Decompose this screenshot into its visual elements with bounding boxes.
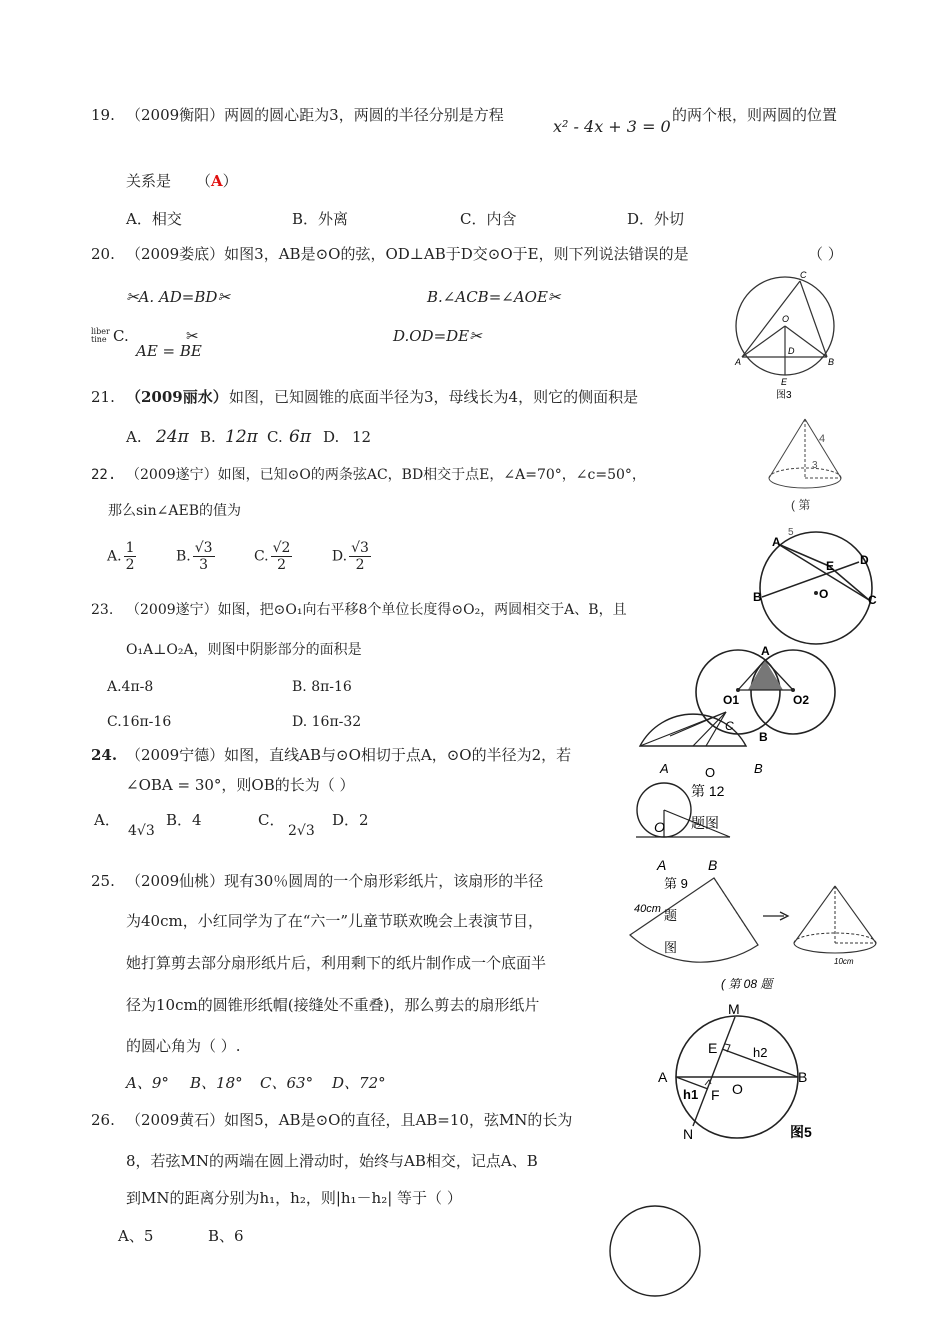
q21-option-c-value: 6π	[289, 427, 311, 447]
q25-option-d: D、72°	[332, 1074, 386, 1092]
q24-option-d: D．	[332, 811, 360, 829]
q22-line2: 那么sin∠AEB的值为	[108, 503, 242, 519]
figure-caption: ( 第 08 题	[721, 977, 773, 991]
label-a: A	[772, 535, 781, 549]
q25-line5: 的圆心角为（ ）.	[126, 1037, 241, 1055]
label-o-top: O	[705, 765, 716, 780]
q19-stem-end: 的两个根，则两圆的位置	[672, 106, 838, 124]
q25-line2: 为40cm，小红同学为了在“六一”儿童节联欢晚会上表演节目，	[126, 912, 544, 930]
side-caption-2: 题	[664, 908, 678, 923]
q26-line2: 8，若弦MN的两端在圆上滑动时，始终与AB相交，记点A、B	[126, 1152, 538, 1170]
answer-letter: A	[211, 172, 223, 190]
q19-option-b: B．外离	[292, 210, 349, 228]
caption-bottom: 题图	[691, 815, 719, 831]
q20-option-d: D.OD=DE✂	[393, 327, 482, 345]
q26-number: 26.	[91, 1111, 115, 1129]
q19-answer	[196, 174, 238, 189]
label-h2: h2	[753, 1045, 768, 1060]
q19-stem: （2009衡阳）两圆的圆心距为3，两圆的半径分别是方程	[126, 106, 504, 124]
q24-option-c: C．	[258, 811, 285, 829]
side-caption-3: 图	[664, 940, 678, 955]
label-b: B	[828, 357, 835, 367]
q20-artifact: liber tine	[91, 327, 110, 344]
q19-option-c: C．内含	[460, 210, 517, 228]
blank-circle	[605, 1202, 705, 1302]
q24-option-b: B．	[166, 811, 193, 829]
q21-option-a-value: 24π	[156, 427, 189, 447]
cone-figure	[765, 416, 855, 516]
label-e: E	[826, 559, 835, 573]
label-a: A	[658, 1069, 668, 1085]
label-o: O	[819, 587, 829, 601]
q26-line3: 到MN的距离分别为h₁，h₂，则|h₁－h₂| 等于（ ）	[126, 1189, 462, 1207]
q20-option-a: ✂A. AD=BD✂	[126, 288, 231, 306]
q23-stem: （2009遂宁）如图，把⊙O₁向右平移8个单位长度得⊙O₂，两圆相交于A、B，且	[126, 602, 627, 618]
label-b: B	[759, 730, 768, 744]
q21-number: 21.	[91, 388, 115, 406]
caption-top: 第 12	[691, 783, 725, 799]
q25-line3: 她打算剪去部分扇形纸片后，利用剩下的纸片制作成一个底面半	[126, 954, 547, 972]
scissors-icon: ✂	[186, 327, 199, 345]
q26-option-b: B、6	[208, 1227, 244, 1245]
figure-5-circle	[655, 1000, 825, 1145]
q22-number: 22.	[91, 467, 117, 483]
label-c: C	[800, 270, 807, 280]
q21-option-d: D.	[323, 428, 340, 446]
label-b: B	[753, 590, 762, 604]
q26-line1: （2009黄石）如图5，AB是⊙O的直径，且AB=10，弦MN的长为	[126, 1111, 573, 1129]
label-o: O	[654, 819, 665, 835]
q25-option-c: C、63°	[260, 1074, 314, 1092]
q21-option-b: B.	[200, 428, 216, 446]
q23-number: 23.	[91, 602, 114, 618]
q20-option-c-label: C.	[113, 327, 129, 345]
figure-tangent-circle	[630, 700, 790, 880]
label-o1: O1	[723, 693, 740, 707]
q19-line2: 关系是	[126, 172, 172, 190]
q20-paren: （ ）	[808, 245, 843, 263]
q24-option-d-value: 2	[359, 811, 369, 829]
q25-number: 25.	[91, 872, 115, 890]
radius-label: 3	[812, 460, 818, 471]
answer-paren-close: ）	[222, 172, 238, 190]
q23-option-b: B. 8π-16	[292, 679, 352, 695]
q21-option-b-value: 12π	[225, 427, 258, 447]
label-e: E	[708, 1040, 718, 1056]
radius-label: 40cm	[634, 903, 661, 915]
q23-line2: O₁A⊥O₂A，则图中阴影部分的面积是	[126, 642, 362, 658]
label-a: A	[735, 357, 742, 367]
label-c: C	[725, 719, 734, 733]
q24-line2: ∠OBA = 30°，则OB的长为（ ）	[126, 776, 355, 794]
label-o: O	[782, 314, 790, 324]
label-b: B	[798, 1069, 808, 1085]
scissors-icon: ✂	[217, 288, 231, 306]
scissors-icon: ✂	[547, 288, 561, 306]
figure-3-circle	[728, 264, 848, 402]
q24-number: 24.	[91, 746, 118, 764]
q19-option-d: D．外切	[627, 210, 685, 228]
cone-caption: ( 第	[791, 498, 811, 512]
q25-option-a: A、9°	[126, 1074, 169, 1092]
q23-option-c: C.16π-16	[107, 714, 172, 730]
label-a-top: A	[660, 761, 669, 776]
q24-option-a-value: 4√3	[128, 823, 155, 839]
label-c: C	[868, 593, 877, 607]
q20-stem: （2009娄底）如图3，AB是⊙O的弦，OD⊥AB于D交⊙O于E，则下列说法错误的是	[126, 245, 689, 263]
figure-caption: 图5	[790, 1124, 812, 1140]
q21-option-a: A.	[126, 428, 142, 446]
q24-option-c-value: 2√3	[288, 823, 315, 839]
label-n: N	[683, 1126, 694, 1142]
q21-source: （2009丽水）	[126, 388, 228, 406]
answer-paren-open: （	[196, 172, 212, 190]
q24-stem: （2009宁德）如图，直线AB与⊙O相切于点A，⊙O的半径为2，若	[126, 746, 572, 764]
label-o2: O2	[793, 693, 810, 707]
label-b-top: B	[754, 761, 763, 776]
q22-options: A. $\frac{1}{2}$ B. $\frac{√3}{3}$ C. $\frac{√2}{2}$ D. $\frac{√3}{2}$	[107, 540, 369, 574]
q23-option-a: A.4π-8	[107, 679, 154, 695]
base-label: 10cm	[834, 957, 854, 966]
top-mark: 5	[788, 527, 794, 538]
figure-chords-circle	[752, 524, 882, 649]
q25-option-b: B、18°	[190, 1074, 243, 1092]
label-e: E	[781, 377, 788, 387]
label-m: M	[728, 1001, 740, 1017]
q22-stem: （2009遂宁）如图，已知⊙O的两条弦AC，BD相交于点E，∠A=70°，∠c=50°，	[126, 467, 646, 483]
side-caption-1: 第 9	[664, 876, 688, 891]
q20-option-b: B.∠ACB=∠AOE✂	[427, 288, 561, 306]
figure-sector-cone	[626, 870, 866, 1000]
q26-option-a: A、5	[118, 1227, 154, 1245]
label-a: A	[761, 644, 770, 658]
label-b: B	[708, 857, 718, 873]
slant-label: 4	[819, 433, 826, 445]
q19-number: 19.	[91, 106, 115, 124]
q20-number: 20.	[91, 245, 115, 263]
scissors-icon: ✂	[126, 288, 139, 306]
q24-option-a: A．	[94, 811, 120, 829]
q21-stem: 如图，已知圆锥的底面半径为3，母线长为4，则它的侧面积是	[229, 388, 639, 406]
figure-caption: 图3	[776, 390, 792, 401]
label-f: F	[711, 1087, 720, 1103]
scissors-icon: ✂	[469, 327, 482, 345]
label-a: A	[657, 857, 667, 873]
q24-option-b-value: 4	[192, 811, 202, 829]
q23-option-d: D. 16π-32	[292, 714, 362, 730]
q19-equation: x² - 4x + 3 = 0	[553, 117, 671, 136]
label-d: D	[860, 553, 869, 567]
q25-line4: 径为10cm的圆锥形纸帽(接缝处不重叠)，那么剪去的扇形纸片	[126, 996, 540, 1014]
label-d: D	[788, 346, 795, 356]
q21-option-d-value: 12	[352, 428, 372, 446]
label-o: O	[732, 1081, 743, 1097]
label-h1: h1	[683, 1087, 699, 1102]
q25-line1: （2009仙桃）现有30％圆周的一个扇形彩纸片，该扇形的半径	[126, 872, 544, 890]
q19-option-a: A．相交	[126, 210, 182, 228]
q20-option-c-arc: AE = BE	[136, 342, 202, 360]
q21-option-c: C.	[267, 428, 283, 446]
